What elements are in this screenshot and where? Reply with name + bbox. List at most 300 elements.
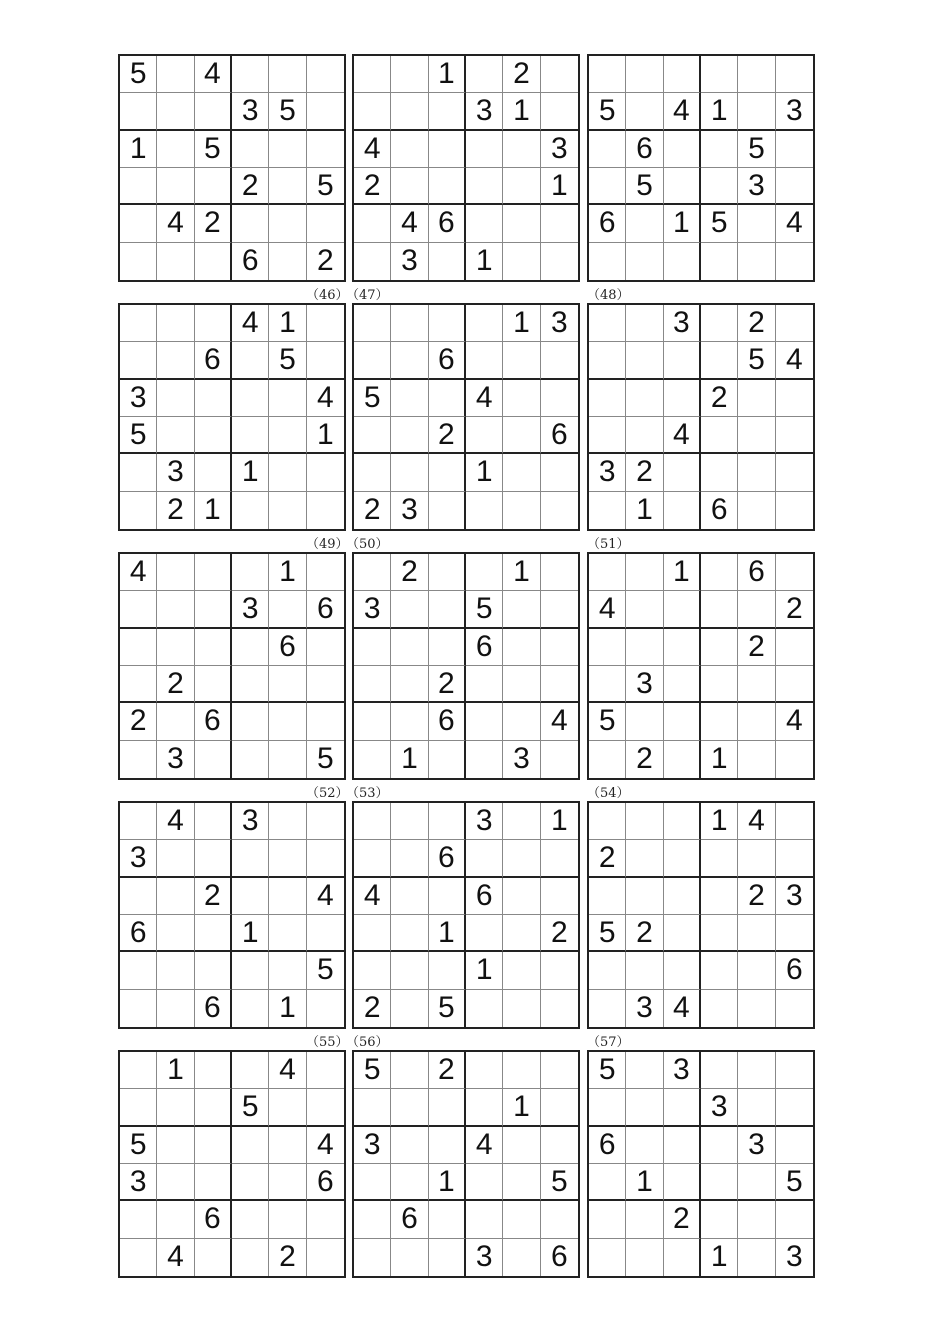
sudoku-cell: 4 [664, 93, 701, 130]
sudoku-cell: 4 [391, 205, 428, 242]
sudoku-cell [157, 554, 194, 591]
sudoku-cell [120, 878, 157, 915]
sudoku-cell [157, 168, 194, 205]
sudoku-cell: 6 [589, 1127, 626, 1164]
sudoku-cell [541, 1127, 578, 1164]
sudoku-cell: 6 [429, 840, 466, 877]
sudoku-cell [120, 342, 157, 379]
sudoku-cell [738, 454, 775, 491]
puzzle-number-label: （55） [306, 1035, 349, 1050]
sudoku-cell [120, 741, 157, 778]
sudoku-cell [541, 840, 578, 877]
sudoku-grid [354, 56, 578, 280]
sudoku-cell [503, 840, 540, 877]
sudoku-cell: 5 [589, 1052, 626, 1089]
sudoku-cell: 2 [269, 1239, 306, 1276]
sudoku-cell: 1 [195, 492, 232, 529]
sudoku-cell [589, 990, 626, 1027]
sudoku-cell [626, 878, 663, 915]
sudoku-cell [589, 1239, 626, 1276]
sudoku-cell [776, 1089, 813, 1126]
sudoku-cell [195, 93, 232, 130]
sudoku-cell [701, 1201, 738, 1238]
sudoku-cell [195, 1127, 232, 1164]
sudoku-cell [354, 915, 391, 952]
sudoku-cell [466, 56, 503, 93]
sudoku-cell [157, 1127, 194, 1164]
puzzle-number-label: （49） [306, 537, 349, 552]
sudoku-cell [157, 952, 194, 989]
sudoku-cell: 5 [429, 990, 466, 1027]
sudoku-cell: 6 [550, 1240, 568, 1274]
sudoku-puzzle [118, 303, 346, 531]
sudoku-cell [626, 1052, 663, 1089]
sudoku-puzzle [118, 552, 346, 780]
sudoku-cell [664, 454, 701, 491]
sudoku-cell: 6 [232, 243, 269, 280]
sudoku-cell [701, 703, 738, 740]
sudoku-cell [541, 93, 578, 130]
sudoku-cell: 4 [157, 205, 194, 242]
sudoku-cell: 4 [307, 1127, 344, 1164]
sudoku-cell [157, 915, 194, 952]
sudoku-cell [589, 380, 626, 417]
sudoku-cell [391, 1052, 428, 1089]
sudoku-cell: 3 [541, 305, 578, 342]
sudoku-cell [269, 915, 306, 952]
sudoku-cell: 2 [157, 492, 194, 529]
sudoku-cell [391, 878, 428, 915]
sudoku-cell: 5 [738, 342, 775, 379]
sudoku-cell [232, 1239, 269, 1276]
sudoku-cell [541, 205, 578, 242]
sudoku-grid [120, 305, 344, 529]
sudoku-cell [701, 342, 738, 379]
sudoku-cell [195, 417, 232, 454]
sudoku-cell: 4 [776, 342, 813, 379]
sudoku-cell [503, 878, 540, 915]
sudoku-cell: 2 [589, 840, 626, 877]
sudoku-cell [269, 168, 306, 205]
sudoku-cell [664, 803, 701, 840]
sudoku-cell [503, 380, 540, 417]
sudoku-cell [429, 1201, 466, 1238]
sudoku-cell [738, 990, 775, 1027]
sudoku-cell: 3 [503, 741, 540, 778]
sudoku-cell [738, 380, 775, 417]
sudoku-cell [307, 629, 344, 666]
sudoku-cell [776, 492, 813, 529]
sudoku-cell [429, 243, 466, 280]
sudoku-cell [354, 554, 391, 591]
sudoku-cell [664, 1127, 701, 1164]
sudoku-cell [701, 554, 738, 591]
sudoku-cell: 3 [738, 1127, 775, 1164]
sudoku-cell [701, 168, 738, 205]
sudoku-cell [541, 878, 578, 915]
sudoku-cell [120, 1239, 157, 1276]
sudoku-cell [466, 305, 503, 342]
sudoku-cell [664, 380, 701, 417]
puzzle-number-label: （47） [346, 288, 389, 303]
sudoku-cell [776, 803, 813, 840]
sudoku-cell [195, 1239, 232, 1276]
sudoku-puzzle [118, 54, 346, 282]
sudoku-cell [391, 417, 428, 454]
sudoku-cell [354, 629, 391, 666]
sudoku-cell [589, 56, 626, 93]
sudoku-puzzle [352, 54, 580, 282]
sudoku-cell [626, 305, 663, 342]
sudoku-cell [776, 741, 813, 778]
sudoku-puzzle [587, 801, 815, 1029]
sudoku-cell [738, 93, 775, 130]
sudoku-cell [232, 554, 269, 591]
sudoku-cell [589, 305, 626, 342]
sudoku-cell: 1 [157, 1052, 194, 1089]
sudoku-cell: 2 [626, 454, 663, 491]
sudoku-cell [503, 205, 540, 242]
sudoku-cell [503, 952, 540, 989]
sudoku-cell [503, 803, 540, 840]
sudoku-cell: 1 [269, 990, 306, 1027]
sudoku-cell [701, 840, 738, 877]
sudoku-cell [701, 990, 738, 1027]
sudoku-cell: 3 [232, 93, 269, 130]
sudoku-cell: 6 [626, 131, 663, 168]
sudoku-cell [664, 741, 701, 778]
sudoku-cell: 3 [664, 305, 701, 342]
puzzle-number-label: （51） [587, 537, 630, 552]
sudoku-cell [503, 1201, 540, 1238]
sudoku-cell [738, 492, 775, 529]
sudoku-cell: 4 [232, 305, 269, 342]
sudoku-cell [738, 417, 775, 454]
sudoku-cell [738, 56, 775, 93]
sudoku-cell: 3 [120, 840, 157, 877]
sudoku-cell [738, 591, 775, 628]
sudoku-cell: 6 [307, 1164, 344, 1201]
sudoku-cell: 5 [195, 131, 232, 168]
sudoku-cell [664, 840, 701, 877]
sudoku-cell [307, 56, 344, 93]
sudoku-cell: 3 [120, 380, 157, 417]
sudoku-cell: 2 [429, 666, 466, 703]
sudoku-cell: 4 [354, 131, 391, 168]
sudoku-cell [776, 131, 813, 168]
sudoku-cell: 3 [701, 1089, 738, 1126]
sudoku-cell [626, 803, 663, 840]
sudoku-cell: 2 [429, 1052, 466, 1089]
sudoku-puzzle [352, 1050, 580, 1278]
sudoku-cell [195, 803, 232, 840]
sudoku-cell [120, 1201, 157, 1238]
sudoku-cell [269, 878, 306, 915]
sudoku-cell [738, 840, 775, 877]
sudoku-cell [503, 1164, 540, 1201]
sudoku-cell [503, 915, 540, 952]
sudoku-cell [232, 492, 269, 529]
sudoku-cell [466, 990, 503, 1027]
sudoku-cell: 2 [354, 990, 391, 1027]
sudoku-cell: 6 [195, 990, 232, 1027]
sudoku-cell: 1 [232, 915, 269, 952]
sudoku-cell: 3 [785, 1240, 803, 1274]
sudoku-cell [503, 1127, 540, 1164]
sudoku-cell [354, 952, 391, 989]
sudoku-cell: 6 [589, 205, 626, 242]
sudoku-grid [589, 803, 813, 1027]
sudoku-cell [232, 952, 269, 989]
sudoku-cell [541, 554, 578, 591]
sudoku-cell: 2 [195, 878, 232, 915]
sudoku-cell [589, 417, 626, 454]
sudoku-cell: 2 [701, 380, 738, 417]
sudoku-cell [157, 629, 194, 666]
sudoku-cell [503, 342, 540, 379]
sudoku-cell: 6 [429, 342, 466, 379]
sudoku-cell [391, 803, 428, 840]
sudoku-cell: 6 [195, 1201, 232, 1238]
sudoku-cell: 6 [701, 492, 738, 529]
sudoku-cell [391, 1127, 428, 1164]
sudoku-cell [738, 1089, 775, 1126]
sudoku-cell [391, 990, 428, 1027]
sudoku-cell [738, 1239, 775, 1276]
sudoku-cell [195, 840, 232, 877]
sudoku-cell [195, 591, 232, 628]
sudoku-grid [120, 803, 344, 1027]
sudoku-cell [232, 205, 269, 242]
sudoku-cell [354, 56, 391, 93]
sudoku-cell: 5 [589, 93, 626, 130]
sudoku-cell: 1 [269, 554, 306, 591]
sudoku-cell [589, 952, 626, 989]
sudoku-cell [626, 591, 663, 628]
sudoku-cell [776, 1052, 813, 1089]
sudoku-cell [120, 1052, 157, 1089]
sudoku-grid [589, 56, 813, 280]
sudoku-puzzle [352, 801, 580, 1029]
sudoku-cell [466, 1052, 503, 1089]
sudoku-cell [776, 417, 813, 454]
sudoku-cell: 5 [354, 380, 391, 417]
sudoku-cell [269, 591, 306, 628]
sudoku-cell: 4 [307, 878, 344, 915]
sudoku-cell [738, 1164, 775, 1201]
sudoku-cell: 2 [738, 305, 775, 342]
sudoku-cell: 3 [589, 454, 626, 491]
sudoku-cell: 4 [664, 417, 701, 454]
sudoku-cell: 1 [307, 417, 344, 454]
sudoku-cell: 4 [776, 205, 813, 242]
sudoku-cell [391, 915, 428, 952]
sudoku-cell [541, 1201, 578, 1238]
sudoku-cell [664, 342, 701, 379]
sudoku-cell [307, 554, 344, 591]
sudoku-cell: 3 [664, 1052, 701, 1089]
sudoku-cell [120, 803, 157, 840]
sudoku-cell: 5 [466, 591, 503, 628]
puzzle-number-label: （56） [346, 1035, 389, 1050]
sudoku-cell: 3 [157, 741, 194, 778]
sudoku-cell [195, 168, 232, 205]
sudoku-cell: 3 [120, 1164, 157, 1201]
sudoku-cell [589, 741, 626, 778]
sudoku-cell [120, 492, 157, 529]
sudoku-cell: 4 [157, 1239, 194, 1276]
sudoku-cell [354, 305, 391, 342]
sudoku-cell [466, 915, 503, 952]
sudoku-cell: 3 [541, 131, 578, 168]
sudoku-cell [391, 305, 428, 342]
sudoku-cell [541, 591, 578, 628]
sudoku-cell [269, 952, 306, 989]
sudoku-cell: 4 [541, 703, 578, 740]
sudoku-cell: 1 [232, 454, 269, 491]
sudoku-cell [391, 1089, 428, 1126]
sudoku-cell: 1 [120, 131, 157, 168]
sudoku-cell [232, 741, 269, 778]
sudoku-cell [503, 417, 540, 454]
sudoku-puzzle [587, 303, 815, 531]
sudoku-cell [307, 803, 344, 840]
sudoku-cell [466, 1089, 503, 1126]
sudoku-cell [541, 454, 578, 491]
sudoku-cell: 5 [626, 168, 663, 205]
sudoku-cell [429, 305, 466, 342]
sudoku-cell: 5 [269, 342, 306, 379]
sudoku-cell: 1 [466, 952, 503, 989]
sudoku-cell [541, 666, 578, 703]
sudoku-cell [354, 342, 391, 379]
sudoku-cell [626, 342, 663, 379]
sudoku-cell: 1 [701, 741, 738, 778]
sudoku-cell [776, 666, 813, 703]
sudoku-cell [664, 878, 701, 915]
sudoku-cell: 1 [664, 554, 701, 591]
sudoku-cell [232, 1127, 269, 1164]
sudoku-cell [664, 915, 701, 952]
sudoku-cell: 3 [232, 591, 269, 628]
sudoku-cell: 5 [120, 1127, 157, 1164]
sudoku-cell [503, 454, 540, 491]
sudoku-cell [626, 703, 663, 740]
sudoku-cell: 4 [466, 380, 503, 417]
sudoku-cell [391, 131, 428, 168]
sudoku-cell: 5 [589, 703, 626, 740]
sudoku-cell [626, 56, 663, 93]
sudoku-cell [157, 305, 194, 342]
sudoku-cell: 3 [391, 492, 428, 529]
sudoku-cell [466, 554, 503, 591]
sudoku-cell [269, 1127, 306, 1164]
sudoku-cell: 2 [157, 666, 194, 703]
sudoku-cell [589, 492, 626, 529]
sudoku-cell [738, 741, 775, 778]
sudoku-cell: 2 [316, 244, 334, 278]
sudoku-cell: 6 [541, 417, 578, 454]
sudoku-cell: 4 [776, 703, 813, 740]
puzzle-number-label: （50） [346, 537, 389, 552]
sudoku-cell [157, 93, 194, 130]
sudoku-cell: 6 [195, 342, 232, 379]
sudoku-cell [391, 168, 428, 205]
sudoku-cell [232, 878, 269, 915]
sudoku-cell: 5 [354, 1052, 391, 1089]
sudoku-cell [269, 1201, 306, 1238]
sudoku-cell [466, 205, 503, 242]
sudoku-cell [429, 554, 466, 591]
sudoku-cell: 3 [738, 168, 775, 205]
sudoku-cell [120, 243, 157, 280]
sudoku-cell: 6 [307, 591, 344, 628]
sudoku-cell: 6 [391, 1201, 428, 1238]
sudoku-cell [429, 741, 466, 778]
sudoku-cell [269, 56, 306, 93]
sudoku-cell [589, 666, 626, 703]
sudoku-cell [307, 1201, 344, 1238]
sudoku-cell [466, 1201, 503, 1238]
sudoku-cell [307, 666, 344, 703]
sudoku-cell [354, 840, 391, 877]
sudoku-cell [157, 703, 194, 740]
sudoku-cell [391, 380, 428, 417]
puzzle-number-label: （57） [587, 1035, 630, 1050]
sudoku-cell [738, 1052, 775, 1089]
sudoku-cell [589, 131, 626, 168]
sudoku-cell [195, 380, 232, 417]
sudoku-cell [307, 93, 344, 130]
sudoku-cell: 2 [354, 168, 391, 205]
sudoku-cell [626, 205, 663, 242]
puzzle-number-label: （53） [346, 786, 389, 801]
sudoku-cell [429, 380, 466, 417]
sudoku-cell [503, 492, 540, 529]
sudoku-cell [541, 1052, 578, 1089]
sudoku-cell [701, 1052, 738, 1089]
sudoku-cell [269, 454, 306, 491]
sudoku-cell [589, 243, 626, 280]
sudoku-cell [738, 915, 775, 952]
sudoku-cell [701, 629, 738, 666]
sudoku-cell [391, 1239, 428, 1276]
sudoku-cell [503, 990, 540, 1027]
sudoku-cell [541, 1089, 578, 1126]
sudoku-cell: 3 [626, 666, 663, 703]
sudoku-cell [466, 840, 503, 877]
sudoku-cell [466, 131, 503, 168]
sudoku-cell [664, 1089, 701, 1126]
sudoku-puzzle [587, 54, 815, 282]
sudoku-cell [626, 380, 663, 417]
sudoku-cell [157, 56, 194, 93]
sudoku-cell: 4 [589, 591, 626, 628]
sudoku-cell [391, 591, 428, 628]
sudoku-cell [120, 591, 157, 628]
sudoku-cell [391, 629, 428, 666]
sudoku-cell [626, 1239, 663, 1276]
sudoku-cell [776, 243, 813, 280]
sudoku-cell [354, 1201, 391, 1238]
sudoku-cell [541, 380, 578, 417]
sudoku-cell [503, 168, 540, 205]
sudoku-cell: 6 [269, 629, 306, 666]
sudoku-cell: 5 [738, 131, 775, 168]
sudoku-cell: 2 [664, 1201, 701, 1238]
puzzle-number-label: （46） [306, 288, 349, 303]
sudoku-cell [429, 454, 466, 491]
